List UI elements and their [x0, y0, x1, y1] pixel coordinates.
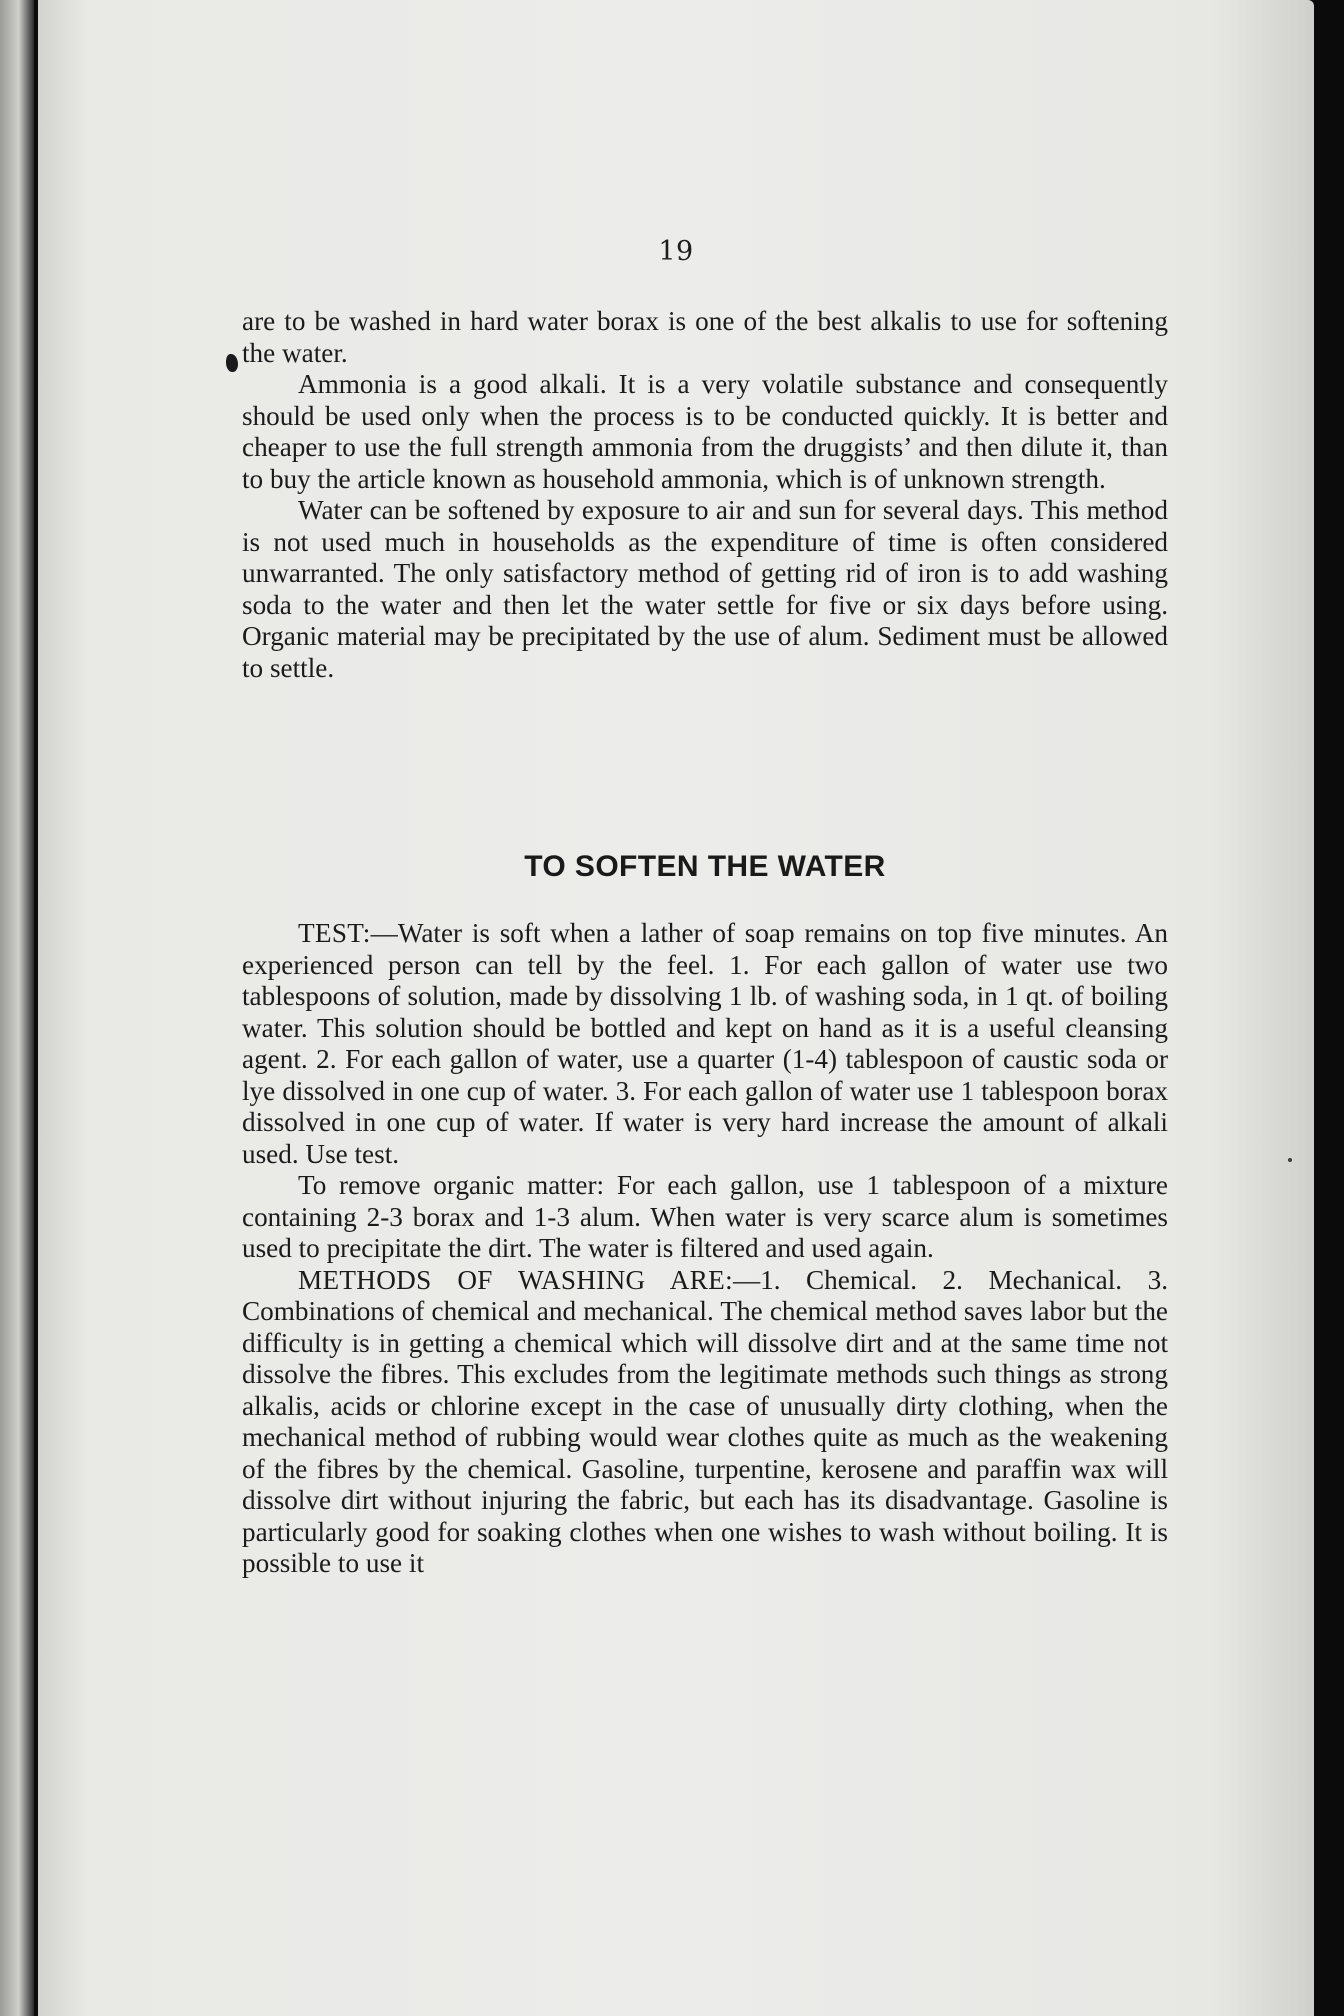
- paper-speck: [1288, 1158, 1292, 1162]
- test-body: —Water is soft when a lather of soap remains on top five minutes. An experienced person can tell by the feel. 1. For each gallon of water use two tablespoons of solution, made by dissolving 1 lb. of washing soda, in 1 qt. of boiling water. This solution should be bottled and kept on hand as it is a useful cleansing agent. 2. For each gallon of water, use a quarter (1-4) tablespoon of caustic soda or lye dissolved in one cup of water. 3. For each gallon of water use 1 tablespoon borax dissolved in one cup of water. If water is very hard increase the amount of alkali used. Use test.: [242, 918, 1168, 1169]
- test-lead-in: TEST:: [298, 918, 371, 948]
- facing-page-edge: [0, 0, 34, 2016]
- paragraph-test: [242, 918, 1168, 1170]
- paragraph-borax-continuation: are to be washed in hard water borax is one of the best alkalis to use for softening the water.: [242, 306, 1168, 368]
- paragraph-softening-exposure: Water can be softened by exposure to air and sun for several days. This method is not used much in households as the expenditure of time is often considered unwarranted. The only satisfactory method of getting rid of iron is to add washing soda to the water and then let the water settle for five or six days before using. Organic material may be precipitated by the use of alum. Sediment must be allowed to settle.: [242, 495, 1168, 683]
- page-number: 19: [658, 236, 694, 267]
- section-heading: TO SOFTEN THE WATER: [524, 850, 886, 883]
- paragraph-organic-matter: To remove organic matter: For each gallon, use 1 tablespoon of a mixture containing 2-3 borax and 1-3 alum. When water is very scarce alum is sometimes used to precipitate the dirt. The water is filtered and used again.: [242, 1170, 1168, 1263]
- methods-lead-in: METHODS OF WASHING ARE:: [298, 1264, 733, 1295]
- paragraph-methods: [242, 1265, 1168, 1580]
- top-text-block: [242, 306, 1168, 684]
- paragraph-ammonia: Ammonia is a good alkali. It is a very volatile substance and consequently should be used only when the process is to be conducted quickly. It is better and cheaper to use the full strength ammonia from the druggists’ and then dilute it, than to buy the article known as household ammonia, which is of unknown strength.: [242, 369, 1168, 494]
- ink-blot-mark: [226, 354, 238, 372]
- bottom-text-block: [242, 918, 1168, 1580]
- methods-body: —1. Chemical. 2. Mechanical. 3. Combinations of chemical and mechanical. The chemical method saves labor but the difficulty is in getting a chemical which will dissolve dirt and at the same time not dissolve the fibres. This excludes from the legitimate methods such things as strong alkalis, acids or chlorine except in the case of unusually dirty clothing, when the mechanical method of rubbing would wear clothes quite as much as the weakening of the fibres by the chemical. Gasoline, turpentine, kerosene and paraffin wax will dissolve dirt without injuring the fabric, but each has its disadvantage. Gasoline is particularly good for soaking clothes when one wishes to wash without boiling. It is possible to use it: [242, 1264, 1168, 1578]
